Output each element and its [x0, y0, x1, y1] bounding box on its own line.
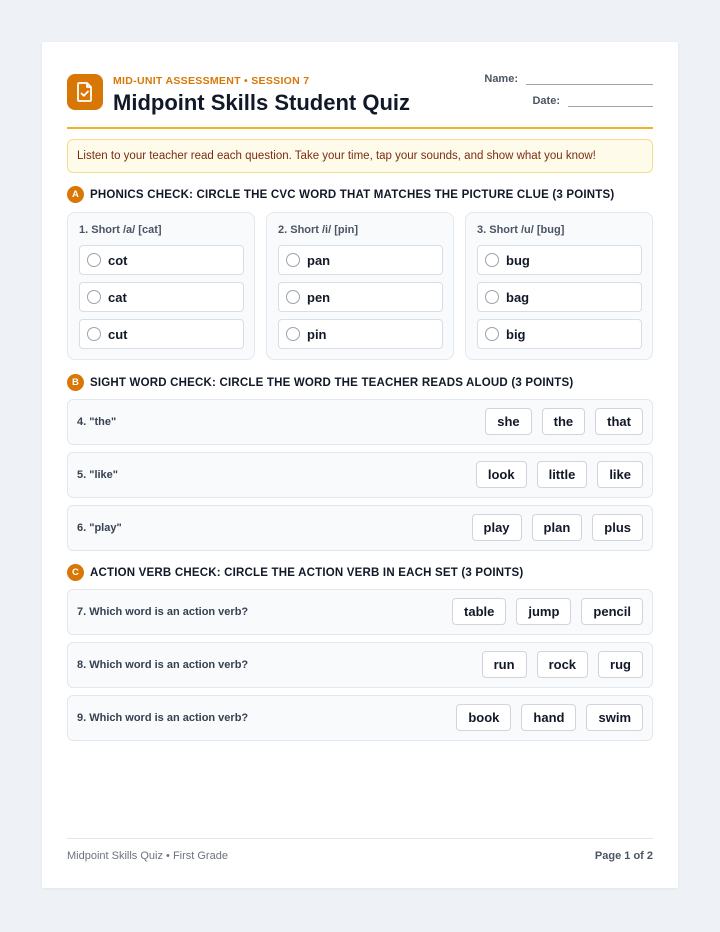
footer-title: Midpoint Skills Quiz • First Grade	[67, 850, 228, 862]
radio-circle[interactable]	[485, 327, 499, 341]
word-choice[interactable]: play	[472, 514, 522, 541]
phonics-option[interactable]	[477, 319, 642, 349]
question-label: 8. Which word is an action verb?	[77, 659, 249, 671]
action-verb-row-7	[67, 589, 653, 635]
option-label: bug	[506, 252, 530, 268]
footer-divider	[67, 838, 653, 839]
radio-circle[interactable]	[286, 327, 300, 341]
phonics-card-title: 3. Short /u/ [bug]	[477, 224, 565, 236]
quiz-header	[67, 74, 653, 130]
date-field[interactable]	[532, 95, 653, 107]
phonics-option[interactable]	[278, 245, 443, 275]
sight-word-row-4	[67, 399, 653, 445]
word-choice[interactable]: she	[485, 408, 531, 435]
option-label: cat	[108, 289, 127, 305]
phonics-option[interactable]	[278, 319, 443, 349]
radio-circle[interactable]	[485, 290, 499, 304]
question-label: 9. Which word is an action verb?	[77, 712, 249, 724]
phonics-option[interactable]	[477, 245, 642, 275]
assessment-eyebrow: MID-UNIT ASSESSMENT • SESSION 7	[113, 75, 310, 87]
radio-circle[interactable]	[87, 290, 101, 304]
phonics-card-1	[67, 212, 255, 360]
section-b-heading	[67, 374, 573, 391]
section-c-badge: C	[67, 564, 84, 581]
phonics-card-3	[465, 212, 653, 360]
word-choices	[452, 598, 643, 625]
word-choice[interactable]: like	[597, 461, 643, 488]
radio-circle[interactable]	[87, 327, 101, 341]
section-a-heading	[67, 186, 614, 203]
radio-circle[interactable]	[286, 253, 300, 267]
word-choice[interactable]: plus	[592, 514, 643, 541]
phonics-card-title: 2. Short /i/ [pin]	[278, 224, 359, 236]
word-choice[interactable]: plan	[532, 514, 583, 541]
word-choice[interactable]: run	[482, 651, 527, 678]
section-c-title: ACTION VERB CHECK: CIRCLE THE ACTION VERB IN EACH SET (3 POINTS)	[90, 566, 524, 579]
section-b-title: SIGHT WORD CHECK: CIRCLE THE WORD THE TEACHER READS ALOUD (3 POINTS)	[90, 376, 574, 389]
word-choice[interactable]: the	[542, 408, 586, 435]
option-label: cut	[108, 326, 128, 342]
action-verb-row-8	[67, 642, 653, 688]
question-label: 6. "play"	[77, 522, 122, 534]
option-label: cot	[108, 252, 128, 268]
phonics-option[interactable]	[79, 319, 244, 349]
name-field[interactable]	[484, 73, 653, 85]
phonics-card-title: 1. Short /a/ [cat]	[79, 224, 162, 236]
phonics-option[interactable]	[477, 282, 642, 312]
phonics-option[interactable]	[278, 282, 443, 312]
section-b-badge: B	[67, 374, 84, 391]
date-label: Date:	[532, 95, 560, 107]
word-choice[interactable]: that	[595, 408, 643, 435]
phonics-option[interactable]	[79, 282, 244, 312]
page-title: Midpoint Skills Student Quiz	[113, 90, 410, 115]
word-choice[interactable]: table	[452, 598, 506, 625]
section-c-heading	[67, 564, 523, 581]
word-choice[interactable]: pencil	[581, 598, 643, 625]
phonics-card-2	[266, 212, 454, 360]
word-choice[interactable]: book	[456, 704, 511, 731]
sight-word-row-5	[67, 452, 653, 498]
word-choice[interactable]: hand	[521, 704, 576, 731]
word-choices	[456, 704, 643, 731]
word-choices	[476, 461, 643, 488]
document-check-icon	[67, 74, 103, 110]
radio-circle[interactable]	[286, 290, 300, 304]
name-label: Name:	[484, 73, 518, 85]
question-label: 4. "the"	[77, 416, 117, 428]
word-choice[interactable]: jump	[516, 598, 571, 625]
word-choices	[472, 514, 643, 541]
instructions-notice: Listen to your teacher read each question. Take your time, tap your sounds, and show what you know!	[67, 139, 653, 173]
phonics-option[interactable]	[79, 245, 244, 275]
question-label: 5. "like"	[77, 469, 119, 481]
radio-circle[interactable]	[485, 253, 499, 267]
radio-circle[interactable]	[87, 253, 101, 267]
option-label: pan	[307, 252, 331, 268]
section-a-badge: A	[67, 186, 84, 203]
word-choices	[482, 651, 643, 678]
section-a-title: PHONICS CHECK: CIRCLE THE CVC WORD THAT MATCHES THE PICTURE CLUE (3 POINTS)	[90, 188, 615, 201]
sight-word-row-6	[67, 505, 653, 551]
word-choices	[485, 408, 643, 435]
word-choice[interactable]: swim	[586, 704, 643, 731]
word-choice[interactable]: look	[476, 461, 527, 488]
header-divider	[67, 127, 653, 129]
option-label: big	[506, 326, 526, 342]
option-label: bag	[506, 289, 530, 305]
name-line[interactable]	[526, 73, 653, 85]
option-label: pen	[307, 289, 331, 305]
word-choice[interactable]: rug	[598, 651, 643, 678]
word-choice[interactable]: rock	[537, 651, 588, 678]
option-label: pin	[307, 326, 327, 342]
action-verb-row-9	[67, 695, 653, 741]
quiz-page	[42, 42, 678, 888]
word-choice[interactable]: little	[537, 461, 588, 488]
date-line[interactable]	[568, 95, 653, 107]
question-label: 7. Which word is an action verb?	[77, 606, 249, 618]
page-number: Page 1 of 2	[594, 850, 653, 862]
